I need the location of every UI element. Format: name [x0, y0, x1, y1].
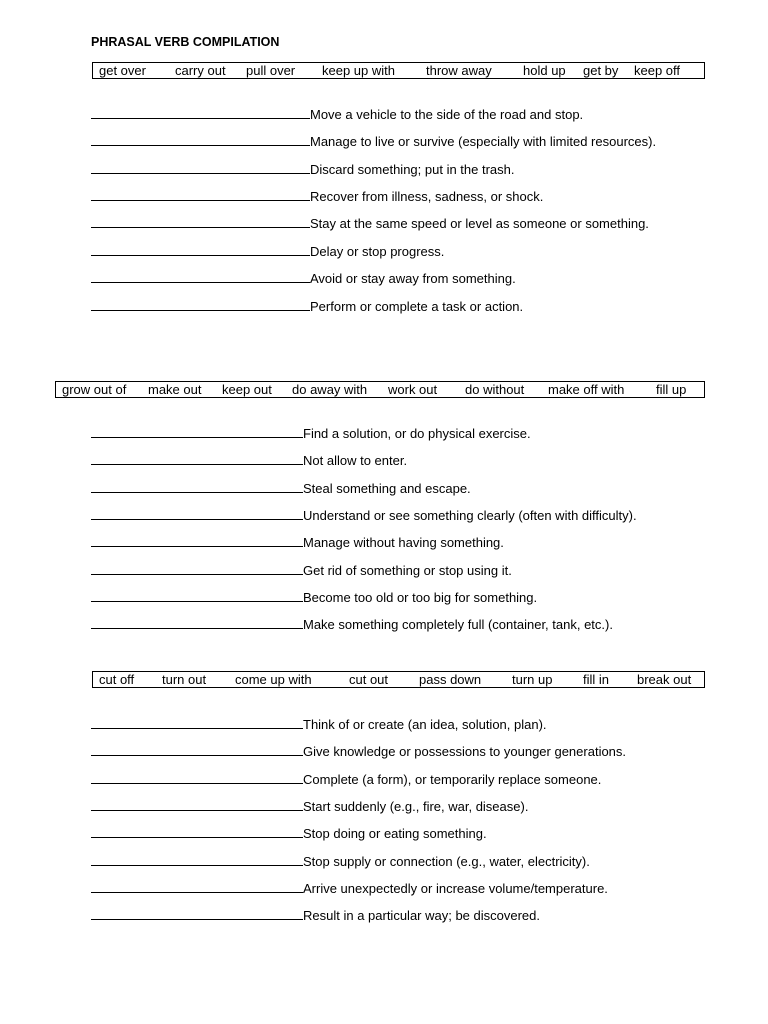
answer-blank[interactable]: [91, 480, 303, 493]
word-bank-item: get by: [583, 63, 619, 78]
exercise-item: Not allow to enter.: [91, 452, 407, 469]
answer-blank[interactable]: [91, 161, 310, 174]
word-bank-2: [55, 381, 705, 398]
exercise-item: Give knowledge or possessions to younger generations.: [91, 743, 626, 760]
exercise-item: Steal something and escape.: [91, 480, 471, 497]
word-bank-item: do without: [465, 382, 525, 397]
answer-blank[interactable]: [91, 215, 310, 228]
word-bank-item: turn up: [512, 672, 553, 687]
word-bank-item: make off with: [548, 382, 625, 397]
word-bank-item: hold up: [523, 63, 566, 78]
exercise-item: Get rid of something or stop using it.: [91, 562, 512, 579]
exercise-item: Perform or complete a task or action.: [91, 298, 523, 315]
answer-blank[interactable]: [91, 507, 303, 520]
word-bank-item: turn out: [162, 672, 207, 687]
exercise-item: Avoid or stay away from something.: [91, 270, 516, 287]
exercise-item: Stop supply or connection (e.g., water, electricity).: [91, 853, 590, 870]
exercise-item: Make something completely full (container, tank, etc.).: [91, 616, 613, 633]
exercise-item: Delay or stop progress.: [91, 243, 444, 260]
answer-blank[interactable]: [91, 616, 303, 629]
answer-blank[interactable]: [91, 825, 303, 838]
answer-blank[interactable]: [91, 907, 303, 920]
answer-blank[interactable]: [91, 298, 310, 311]
word-bank-item: grow out of: [62, 382, 127, 397]
answer-blank[interactable]: [91, 716, 303, 729]
answer-blank[interactable]: [91, 270, 310, 283]
exercise-item: Move a vehicle to the side of the road and stop.: [91, 106, 583, 123]
exercise-item: Recover from illness, sadness, or shock.: [91, 188, 543, 205]
page-title: PHRASAL VERB COMPILATION: [91, 35, 280, 49]
answer-blank[interactable]: [91, 562, 303, 575]
word-bank-item: keep up with: [322, 63, 395, 78]
word-bank-3: [92, 671, 705, 688]
word-bank-item: do away with: [292, 382, 368, 397]
word-bank-item: work out: [388, 382, 438, 397]
word-bank-item: break out: [637, 672, 692, 687]
word-bank-item: get over: [99, 63, 146, 78]
answer-blank[interactable]: [91, 425, 303, 438]
answer-blank[interactable]: [91, 743, 303, 756]
answer-blank[interactable]: [91, 798, 303, 811]
exercise-item: Find a solution, or do physical exercise.: [91, 425, 531, 442]
exercise-item: Complete (a form), or temporarily replace someone.: [91, 771, 601, 788]
word-bank-item: throw away: [426, 63, 492, 78]
answer-blank[interactable]: [91, 880, 303, 893]
exercise-item: Manage to live or survive (especially with limited resources).: [91, 133, 656, 150]
word-bank-item: pass down: [419, 672, 482, 687]
word-bank-item: fill up: [656, 382, 687, 397]
answer-blank[interactable]: [91, 188, 310, 201]
answer-blank[interactable]: [91, 243, 310, 256]
word-bank-item: come up with: [235, 672, 312, 687]
exercise-item: Think of or create (an idea, solution, plan).: [91, 716, 547, 733]
word-bank-1: [92, 62, 705, 79]
word-bank-item: cut off: [99, 672, 135, 687]
word-bank-item: keep out: [222, 382, 272, 397]
word-bank-item: keep off: [634, 63, 681, 78]
exercise-item: Become too old or too big for something.: [91, 589, 537, 606]
answer-blank[interactable]: [91, 589, 303, 602]
answer-blank[interactable]: [91, 133, 310, 146]
answer-blank[interactable]: [91, 853, 303, 866]
exercise-item: Stay at the same speed or level as someone or something.: [91, 215, 649, 232]
answer-blank[interactable]: [91, 106, 310, 119]
exercise-item: Stop doing or eating something.: [91, 825, 487, 842]
word-bank-item: carry out: [175, 63, 226, 78]
answer-blank[interactable]: [91, 771, 303, 784]
answer-blank[interactable]: [91, 452, 303, 465]
exercise-item: Result in a particular way; be discovered.: [91, 907, 540, 924]
answer-blank[interactable]: [91, 534, 303, 547]
word-bank-item: fill in: [583, 672, 610, 687]
word-bank-item: cut out: [349, 672, 389, 687]
exercise-item: Manage without having something.: [91, 534, 504, 551]
word-bank-item: make out: [148, 382, 202, 397]
exercise-item: Arrive unexpectedly or increase volume/temperature.: [91, 880, 608, 897]
exercise-item: Discard something; put in the trash.: [91, 161, 515, 178]
exercise-item: Start suddenly (e.g., fire, war, disease).: [91, 798, 528, 815]
word-bank-item: pull over: [246, 63, 296, 78]
exercise-item: Understand or see something clearly (often with difficulty).: [91, 507, 637, 524]
